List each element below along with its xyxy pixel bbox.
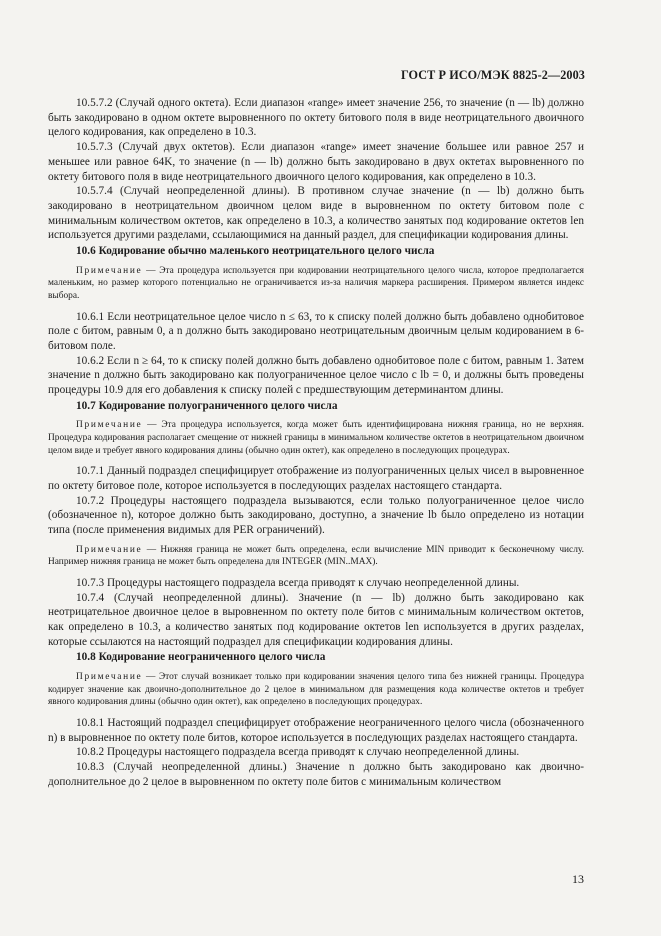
- paragraph-10-7-2: 10.7.2 Процедуры настоящего подраздела вызываются, если только полуограниченное целое число (обозначенное n), которое должно быть закодировано, доступно, а значение lb было определено из нотации типа (после применения видимых для PER ограничений).: [48, 494, 584, 537]
- paragraph-10-7-4: 10.7.4 (Случай неопределенной длины). Значение (n — lb) должно быть закодировано как неотрицательное двоичное целое в выровненном по октету поле битов с минимальным количеством октетов, как определено в 10.3, а количество занятых под кодирование октетов len используется в других разделах, которые ссылаются на настоящий подраздел для спецификации кодирования длины.: [48, 591, 584, 648]
- note-10-6: [48, 265, 584, 303]
- note-lead: Примечание: [76, 420, 143, 431]
- paragraph-10-8-3: 10.8.3 (Случай неопределенной длины.) Значение n должно быть закодировано как двоично-дополнительное до 2 целое в выровненном по октету поле битов с минимальным количеством: [48, 761, 584, 788]
- note-text: — Этот случай возникает только при кодировании значения целого типа без нижней границы. Процедура кодирует значение как двоично-дополнительное до 2 целое в минимальном для размещения кода количестве октетов и требует явного кодирования длины (обычно один октет), как определено в последующих процедурах.: [48, 672, 584, 708]
- document-body: [48, 96, 584, 789]
- note-10-7-a: [48, 419, 584, 457]
- paragraph-10-6-2: 10.6.2 Если n ≥ 64, то к списку полей должно быть добавлено однобитовое поле с битом, равным 1. Затем значение n должно быть закодировано как полуограниченное целое число с lb = 0, и должны быть проведены процедуры 10.9 для его добавления к списку полей с предшествующим детерминантом длины.: [48, 354, 584, 397]
- paragraph-10-5-7-4: 10.5.7.4 (Случай неопределенной длины). В противном случае значение (n — lb) должно быть закодировано в неотрицательном двоичном целом виде в выровненном по октету битовом поле с минимальным количеством октетов, как определено в 10.3, а количество занятых под кодирование октетов len используется другими разделами, ссылающимися на данный раздел, для спецификации кодирования длины.: [48, 185, 584, 242]
- note-lead: Примечание: [76, 672, 143, 683]
- note-lead: Примечание: [76, 544, 143, 555]
- note-text: — Эта процедура используется при кодировании неотрицательного целого числа, которое предполагается маленьким, но размер которого потенциально не ограничивается из-за наличия маркера расширения. Примером является индекс выбора.: [48, 265, 584, 301]
- section-heading-10-6: 10.6 Кодирование обычно маленького неотрицательного целого числа: [76, 245, 435, 258]
- note-text: — Нижняя граница не может быть определена, если вычисление MIN приводит к бесконечному числу. Например нижняя граница не может быть определена для INTEGER (MIN..MAX).: [48, 544, 584, 568]
- note-lead: Примечание: [76, 265, 143, 276]
- section-heading-10-8: 10.8 Кодирование неограниченного целого числа: [76, 651, 326, 664]
- note-text: — Эта процедура используется, когда может быть идентифицирована нижняя граница, но не верхняя. Процедура кодирования располагает смещение от нижней границы в минимальном количестве октетов в неотрицательном двоичном целом виде и требует явного кодирования длины (обычно один октет), как определено в последующих процедурах.: [48, 420, 584, 456]
- paragraph-10-8-1: 10.8.1 Настоящий подраздел специфицирует отображение неограниченного целого числа (обозначенного n) в выровненное по октету поле битов, которое используется в последующих разделах настоящего стандарта.: [48, 716, 584, 744]
- paragraph-10-5-7-2: 10.5.7.2 (Случай одного октета). Если диапазон «range» имеет значение 256, то значение (n — lb) должно быть закодировано в одном октете выровненного по октету битового поля в виде неотрицательного двоичного целого кодирования, как определено в 10.3.: [48, 97, 584, 139]
- page-number: 13: [572, 872, 584, 886]
- paragraph-10-8-2: 10.8.2 Процедуры настоящего подраздела всегда приводят к случаю неопределенной длины.: [76, 746, 520, 759]
- paragraph-10-7-1: 10.7.1 Данный подраздел специфицирует отображение из полуограниченных целых чисел в выровненное по октету битовое поле, которое используется в последующих разделах настоящего стандарта.: [48, 465, 584, 492]
- paragraph-10-6-1: 10.6.1 Если неотрицательное целое число n ≤ 63, то к списку полей должно быть добавлено однобитовое поле с битом, равным 0, а n должно быть закодировано неотрицательным двоичным целым кодированием в 6-битовом поле.: [48, 310, 584, 352]
- paragraph-10-7-3: 10.7.3 Процедуры настоящего подраздела всегда приводят к случаю неопределенной длины.: [76, 576, 520, 589]
- paragraph-10-5-7-3: 10.5.7.3 (Случай двух октетов). Если диапазон «range» имеет значение большее или равное 257 и меньшее или равное 64K, то значение (n — lb) должно быть закодировано в двух октетах выровненного по октету битового поля в виде неотрицательного двоичного целого кодирования, как определено в 10.3.: [48, 141, 584, 183]
- section-heading-10-7: 10.7 Кодирование полуограниченного целого числа: [76, 399, 338, 412]
- note-10-7-b: [48, 544, 584, 569]
- document-header-code: ГОСТ Р ИСО/МЭК 8825-2—2003: [400, 68, 585, 82]
- note-10-8: [48, 671, 584, 709]
